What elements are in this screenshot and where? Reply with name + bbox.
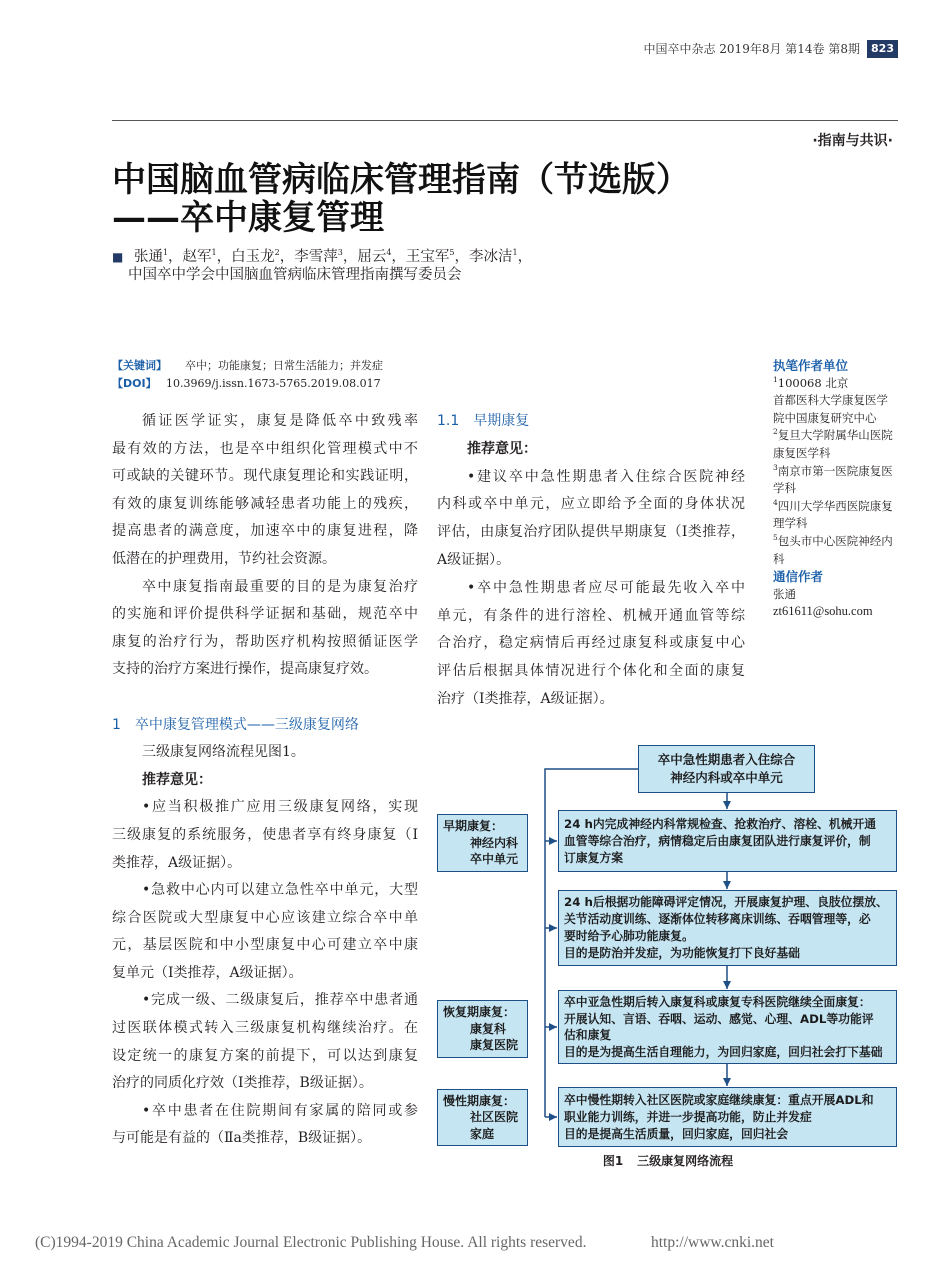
recommendation-label: 推荐意见： — [142, 771, 212, 788]
keywords-label: 【关键词】 — [112, 359, 167, 372]
section-title: 早期康复 — [473, 413, 530, 429]
correspondence-email-link[interactable]: zt61611@sohu.com — [773, 604, 873, 619]
affiliations-heading: 执笔作者单位 — [773, 358, 849, 373]
author-separator: ， — [454, 249, 470, 265]
affiliation-mark: 3 — [773, 462, 778, 472]
affiliation-text: 包头市中心医院神经内 — [777, 533, 893, 548]
paragraph-line: •应当积极推广应用三级康复网络，实现 — [142, 799, 418, 816]
paragraph-line: 治疗的同质化疗效（I类推荐，B级证据）。 — [112, 1075, 373, 1092]
recommendation-label: 推荐意见： — [467, 440, 537, 457]
author-name: 白玉龙 — [231, 249, 275, 265]
doi — [112, 375, 381, 393]
paragraph-line: 合治疗，稳定病情后再经过康复科或康复中心 — [437, 635, 745, 652]
author-separator: ， — [342, 249, 358, 265]
title-line-2: ——卒中康复管理 — [112, 198, 384, 238]
box-line: 血管等综合治疗，病情稳定后由康复团队进行康复评价，制 — [564, 833, 871, 848]
paragraph-line: •卒中患者在住院期间有家属的陪同或参 — [142, 1102, 418, 1119]
paragraph-line: 复单元（I类推荐，A级证据）。 — [112, 964, 303, 981]
left-text-column — [112, 408, 418, 1153]
header-divider — [112, 120, 898, 121]
author-name: 王宝军 — [405, 249, 450, 265]
article-title — [112, 161, 690, 237]
paragraph-line: 康复的治疗行为，帮助医疗机构按照循证医学 — [112, 633, 418, 650]
affiliation-line — [773, 463, 898, 481]
step-box-1 — [558, 810, 897, 872]
affiliation-mark: 1 — [773, 374, 778, 384]
affiliation-text: 康复医学科 — [773, 445, 831, 460]
stage-place: 康复医院 — [470, 1038, 519, 1053]
box-line: 24 h内完成神经内科常规检查、抢救治疗、溶栓、机械开通 — [564, 816, 877, 831]
flow-entry-box — [638, 745, 815, 793]
paragraph-line: 与可能是有益的（Ⅱa类推荐，B级证据）。 — [112, 1130, 372, 1147]
author-marker-icon: ■ — [112, 250, 124, 264]
paragraph-line: A级证据）。 — [437, 551, 511, 568]
keywords — [112, 357, 383, 375]
paragraph-line: 元，基层医院和中小型康复中心可建立卒中康 — [112, 937, 418, 954]
stage-place: 家庭 — [470, 1126, 495, 1141]
paragraph-line: 支持的治疗方案进行操作，提高康复疗效。 — [112, 661, 378, 678]
author-affiliation-mark: 1 — [162, 248, 169, 257]
affiliation-line — [773, 427, 898, 445]
paragraph-line: 治疗（I类推荐，A级证据）。 — [437, 690, 614, 707]
author-separator: ， — [279, 249, 295, 265]
box-line: 卒中亚急性期后转入康复科或康复专科医院继续全面康复： — [564, 995, 871, 1009]
section-heading — [112, 712, 418, 740]
doi-label: 【DOI】 — [112, 377, 157, 390]
paragraph-line: 类推荐，A级证据）。 — [112, 854, 242, 871]
stage-place: 卒中单元 — [470, 852, 519, 867]
paragraph-line: 可或缺的关键环节。现代康复理论和实践证明， — [112, 468, 418, 485]
author-affiliation-mark: 2 — [274, 248, 280, 257]
author-separator: ， — [517, 249, 533, 265]
page-number: 823 — [867, 40, 898, 58]
author-affiliation-mark: 1 — [512, 248, 518, 257]
box-line: 24 h后根据功能障碍评定情况，开展康复护理、良肢位摆放、 — [564, 895, 888, 909]
author-list — [112, 248, 532, 266]
box-line: 目的是提高生活质量，回归家庭，回归社会 — [564, 1126, 789, 1141]
author-name: 张通 — [133, 249, 163, 265]
author-separator: ， — [168, 249, 183, 265]
paragraph-line: 设定统一的康复方案的前提下，可以达到康复 — [112, 1047, 418, 1064]
affiliation-mark: 2 — [773, 427, 778, 437]
middle-text-column — [437, 408, 745, 714]
paragraph-line: 低潜在的护理费用，节约社会资源。 — [112, 550, 336, 567]
step-box-4 — [558, 1087, 897, 1147]
affiliation-line — [773, 533, 898, 551]
doi-link[interactable]: 10.3969/j.issn.1673-5765.2019.08.017 — [166, 377, 381, 390]
section-heading — [437, 408, 745, 436]
running-head: 中国卒中杂志 2019年8月 第14卷 第8期 — [643, 42, 860, 56]
affiliation-text: 四川大学华西医院康复 — [777, 498, 893, 513]
paragraph-line: •急救中心内可以建立急性卒中单元，大型 — [142, 882, 418, 899]
affiliation-line — [773, 445, 898, 463]
box-line: 神经内科或卒中单元 — [670, 770, 783, 785]
correspondence-heading: 通信作者 — [773, 569, 824, 585]
author-affiliation-mark: 5 — [449, 248, 455, 257]
box-line: 要时给予心肺功能康复。 — [564, 929, 694, 943]
paragraph-line: 的实施和评价提供科学证据和基础，规范卒中 — [112, 606, 418, 623]
box-line: 卒中慢性期转入社区医院或家庭继续康复：重点开展ADL和 — [564, 1092, 874, 1107]
box-line: 订康复方案 — [564, 850, 623, 865]
affiliation-line — [773, 480, 898, 498]
copyright-notice: (C)1994-2019 China Academic Journal Electronic Publishing House. All rights reserved. — [35, 1234, 587, 1251]
paragraph-line: 过医联体模式转入三级康复机构继续治疗。在 — [112, 1020, 418, 1037]
author-info-sidebar — [773, 357, 898, 621]
stage-place: 社区医院 — [470, 1110, 519, 1125]
section-title: 卒中康复管理模式——三级康复网络 — [134, 716, 359, 733]
author-name: 赵军 — [182, 249, 212, 265]
affiliation-line — [773, 392, 898, 410]
box-line: 职业能力训练，并进一步提高功能，防止并发症 — [564, 1109, 812, 1124]
box-line: 估和康复 — [564, 1028, 612, 1042]
paragraph-line: 内科或卒中单元，应立即给予全面的身体状况 — [437, 496, 745, 513]
paragraph-line: 提高患者的满意度，加速卒中的康复进程，降 — [112, 523, 418, 540]
stage-box-recovery — [437, 1000, 528, 1058]
figure-number: 图1 — [602, 1154, 624, 1168]
author-group: 中国卒中学会中国脑血管病临床管理指南撰写委员会 — [128, 267, 462, 283]
figure-caption — [568, 1153, 768, 1169]
affiliation-text: 院中国康复研究中心 — [773, 410, 877, 425]
paragraph-line: 三级康复的系统服务，使患者享有终身康复（I — [112, 826, 418, 843]
affiliation-text: 复旦大学附属华山医院 — [777, 428, 893, 443]
paragraph-line: 有效的康复训练能够减轻患者功能上的残疾， — [112, 495, 418, 512]
affiliation-line — [773, 498, 898, 516]
affiliation-text: 南京市第一医院康复医 — [777, 463, 893, 478]
stage-title: 早期康复： — [443, 819, 504, 834]
stage-title: 恢复期康复： — [443, 1005, 516, 1020]
affiliation-text: 理学科 — [773, 516, 808, 531]
author-name: 李雪萍 — [294, 249, 338, 265]
section-number: 1 — [112, 716, 121, 733]
step-box-3 — [558, 990, 897, 1064]
author-separator: ， — [216, 249, 232, 265]
affiliation-text: 科 — [773, 551, 785, 566]
box-line: 关节活动度训练、逐渐体位转移离床训练、吞咽管理等，必 — [564, 912, 871, 926]
box-line: 开展认知、言语、吞咽、运动、感觉、心理、ADL等功能评 — [564, 1011, 874, 1026]
paragraph-line: 综合医院或大型康复中心应该建立综合卒中单 — [112, 909, 418, 926]
paragraph-line: •卒中急性期患者应尽可能最先收入卒中 — [467, 579, 745, 596]
step-box-2 — [558, 890, 897, 966]
paragraph-line: •建议卒中急性期患者入住综合医院神经 — [467, 468, 745, 485]
author-separator: ， — [391, 249, 406, 265]
paragraph-line: 评估，由康复治疗团队提供早期康复（I类推荐， — [437, 524, 745, 541]
affiliation-line — [773, 551, 898, 569]
paragraph-line: •完成一级、二级康复后，推荐卒中患者通 — [142, 992, 418, 1009]
stage-place: 神经内科 — [470, 835, 519, 850]
box-line: 目的是为提高生活自理能力，为回归家庭，回归社会打下基础 — [564, 1044, 883, 1059]
box-line: 目的是防治并发症，为功能恢复打下良好基础 — [564, 946, 800, 960]
paragraph-line: 单元，有条件的进行溶栓、机械开通血管等综 — [437, 607, 745, 624]
section-number: 1.1 — [437, 413, 460, 429]
affiliation-mark: 4 — [773, 497, 778, 507]
paragraph-line: 评估后根据具体情况进行个体化和全面的康复 — [437, 663, 745, 680]
keywords-text: 卒中；功能康复；日常生活能力；并发症 — [185, 359, 383, 372]
box-line: 卒中急性期患者入住综合 — [657, 752, 796, 767]
figure-caption-text: 三级康复网络流程 — [637, 1154, 734, 1168]
paragraph-line: 最有效的方法，也是卒中组织化管理模式中不 — [112, 440, 418, 457]
correspondence-name: 张通 — [773, 586, 796, 601]
title-line-1: 中国脑血管病临床管理指南（节选版） — [112, 160, 690, 200]
author-name: 屈云 — [357, 249, 387, 265]
paragraph-line: 循证医学证实，康复是降低卒中致残率 — [142, 413, 418, 429]
stage-box-chronic — [437, 1089, 528, 1146]
affiliation-line — [773, 410, 898, 428]
affiliation-text: 学科 — [773, 481, 796, 496]
affiliation-line — [773, 515, 898, 533]
affiliation-text: 100068 北京 — [777, 375, 849, 390]
author-affiliation-mark: 3 — [337, 248, 343, 257]
column-label: ·指南与共识· — [812, 133, 893, 149]
author-affiliation-mark: 1 — [211, 248, 217, 257]
paragraph-line: 三级康复网络流程见图1。 — [142, 744, 305, 761]
paragraph-line: 卒中康复指南最重要的目的是为康复治疗 — [142, 578, 418, 595]
author-name: 李冰洁 — [469, 249, 513, 265]
affiliation-mark: 5 — [773, 532, 778, 542]
footer-url-link[interactable]: http://www.cnki.net — [651, 1234, 774, 1251]
stage-title: 慢性期康复： — [443, 1093, 516, 1108]
stage-place: 康复科 — [470, 1021, 507, 1036]
stage-box-early — [437, 814, 528, 872]
affiliation-line — [773, 375, 898, 393]
affiliation-text: 首都医科大学康复医学 — [773, 393, 888, 408]
author-affiliation-mark: 4 — [386, 248, 392, 257]
